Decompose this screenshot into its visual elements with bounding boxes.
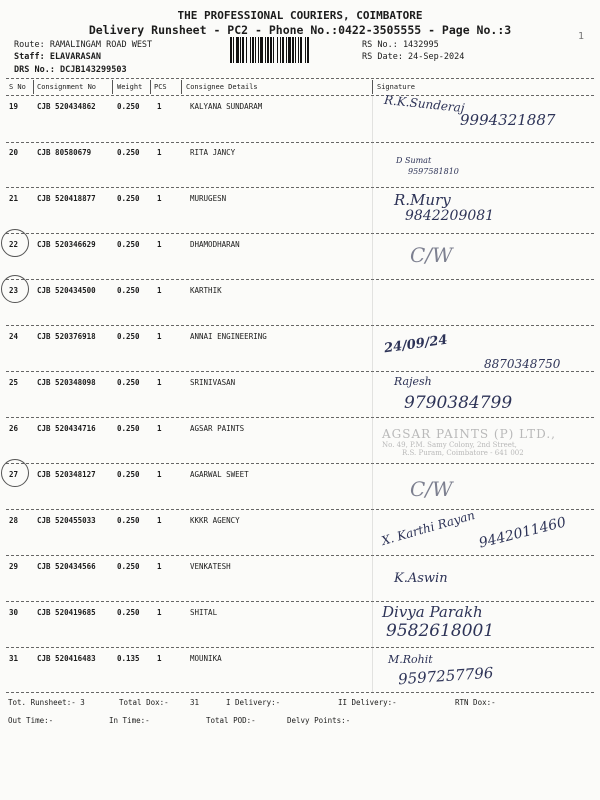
table-row xyxy=(0,507,600,557)
row-pcs: 1 xyxy=(157,148,162,157)
row-consignment: CJB 520434716 xyxy=(37,424,96,433)
row-consignment: CJB 520346629 xyxy=(37,240,96,249)
row-weight: 0.250 xyxy=(117,562,140,571)
row-separator xyxy=(6,647,594,648)
rtn-dox: RTN Dox:- xyxy=(455,698,496,707)
row-weight: 0.250 xyxy=(117,102,140,111)
signature-handwriting: Divya Parakh xyxy=(382,603,483,621)
row-separator xyxy=(6,509,594,510)
signature-phone: 9582618001 xyxy=(386,621,495,641)
row-consignee: ANNAI ENGINEERING xyxy=(190,332,267,341)
signature-handwriting: R.K.Sunderaj xyxy=(383,92,466,116)
row-consignment: CJB 520455033 xyxy=(37,516,96,525)
row-weight: 0.250 xyxy=(117,148,140,157)
company-title: THE PROFESSIONAL COURIERS, COIMBATORE xyxy=(177,9,423,22)
row-consignee: MURUGESN xyxy=(190,194,227,203)
total-pod: Total POD:- xyxy=(206,716,256,725)
signature-handwriting: R.Mury xyxy=(394,191,451,209)
row-pcs: 1 xyxy=(157,240,162,249)
row-weight: 0.250 xyxy=(117,378,140,387)
signature-handwriting: 24/09/24 xyxy=(383,332,449,357)
header-top-rule xyxy=(6,78,594,79)
row-weight: 0.250 xyxy=(117,516,140,525)
signature-handwriting: M.Rohit xyxy=(388,653,433,666)
in-time: In Time:- xyxy=(109,716,150,725)
signature-handwriting: X. Karthi Rayan xyxy=(379,507,477,549)
runsheet-title: Delivery Runsheet - PC2 - Phone No.:0422-3505555 - Page No.:3 xyxy=(88,23,512,37)
row-pcs: 1 xyxy=(157,286,162,295)
col-sno: S No xyxy=(9,83,26,91)
row-consignment: CJB 520348127 xyxy=(37,470,96,479)
col-consignment: Consignment No xyxy=(37,83,97,91)
table-row xyxy=(0,649,600,695)
row-consignee: VENKATESH xyxy=(190,562,231,571)
row-consignee: KALYANA SUNDARAM xyxy=(190,102,263,111)
row-pcs: 1 xyxy=(157,194,162,203)
table-row xyxy=(0,92,600,143)
tot-runsheet: Tot. Runsheet:- 3 xyxy=(8,698,85,707)
signature-handwriting: Rajesh xyxy=(394,375,432,388)
signature-phone: 9597581810 xyxy=(408,167,459,176)
row-pcs: 1 xyxy=(157,378,162,387)
table-row xyxy=(0,603,600,649)
corner-mark: 1 xyxy=(578,31,585,42)
stamp-line-1: AGSAR PAINTS (P) LTD., xyxy=(382,427,556,441)
barcode xyxy=(230,37,356,63)
table-row xyxy=(0,465,600,511)
row-consignment: CJB 520418877 xyxy=(37,194,96,203)
col-divider xyxy=(33,80,34,94)
col-divider xyxy=(372,80,373,94)
col-consignee: Consignee Details xyxy=(186,83,258,91)
signature-phone: 9442011460 xyxy=(477,514,568,552)
row-consignment: CJB 520416483 xyxy=(37,654,96,663)
row-pcs: 1 xyxy=(157,102,162,111)
row-sno: 29 xyxy=(9,562,19,571)
row-separator xyxy=(6,692,594,693)
row-sno: 20 xyxy=(9,148,19,157)
row-separator xyxy=(6,463,594,464)
row-weight: 0.250 xyxy=(117,332,140,341)
signature-phone: 8870348750 xyxy=(484,357,561,371)
stamp-line-3: R.S. Puram, Coimbatore - 641 002 xyxy=(402,449,524,457)
company-stamp xyxy=(382,427,556,457)
row-sno: 25 xyxy=(9,378,19,387)
row-sno: 28 xyxy=(9,516,19,525)
signature-handwriting: K.Aswin xyxy=(394,571,448,586)
row-pcs: 1 xyxy=(157,654,162,663)
row-pcs: 1 xyxy=(157,332,162,341)
row-pcs: 1 xyxy=(157,562,162,571)
signature-column-line xyxy=(372,96,373,692)
signature-handwriting: D Sumat xyxy=(396,156,432,165)
row-separator xyxy=(6,187,594,188)
row-separator xyxy=(6,371,594,372)
row-separator xyxy=(6,279,594,280)
row-consignment: CJB 520348098 xyxy=(37,378,96,387)
row-consignment: CJB 80580679 xyxy=(37,148,92,157)
signature-phone: 9597257796 xyxy=(397,663,494,689)
rs-date: RS Date: 24-Sep-2024 xyxy=(362,52,465,62)
table-row xyxy=(0,235,600,281)
row-consignment: CJB 520376918 xyxy=(37,332,96,341)
table-row xyxy=(0,189,600,235)
row-pcs: 1 xyxy=(157,470,162,479)
row-consignment: CJB 520434862 xyxy=(37,102,96,111)
row-consignee: AGSAR PAINTS xyxy=(190,424,245,433)
row-consignee: DHAMODHARAN xyxy=(190,240,240,249)
signature-handwriting: C/W xyxy=(410,477,453,501)
signature-phone: 9790384799 xyxy=(404,393,513,413)
row-sno: 30 xyxy=(9,608,19,617)
row-weight: 0.250 xyxy=(117,608,140,617)
row-separator xyxy=(6,601,594,602)
row-consignee: KKKR AGENCY xyxy=(190,516,240,525)
row-weight: 0.135 xyxy=(117,654,140,663)
rs-number: RS No.: 1432995 xyxy=(362,40,439,50)
col-pcs: PCS xyxy=(154,83,167,91)
stamp-line-2: No. 49, P.M. Samy Colony, 2nd Street, xyxy=(382,441,517,449)
route-label: Route: RAMALINGAM ROAD WEST xyxy=(14,40,153,50)
row-consignment: CJB 520434566 xyxy=(37,562,96,571)
col-divider xyxy=(150,80,151,94)
barcode-bar xyxy=(309,37,310,63)
row-weight: 0.250 xyxy=(117,424,140,433)
row-sno: 24 xyxy=(9,332,19,341)
row-sno: 27 xyxy=(9,470,19,479)
col-divider xyxy=(112,80,113,94)
table-row xyxy=(0,373,600,419)
row-weight: 0.250 xyxy=(117,240,140,249)
signature-handwriting: C/W xyxy=(410,243,453,267)
row-consignment: CJB 520419685 xyxy=(37,608,96,617)
row-sno: 19 xyxy=(9,102,19,111)
row-consignee: KARTHIK xyxy=(190,286,222,295)
col-weight: Weight xyxy=(117,83,143,91)
total-dox-label: Total Dox:- xyxy=(119,698,169,707)
staff-label: Staff: ELAVARASAN xyxy=(14,52,101,62)
row-separator xyxy=(6,233,594,234)
row-pcs: 1 xyxy=(157,608,162,617)
signature-phone: 9842209081 xyxy=(405,208,495,224)
row-separator xyxy=(6,555,594,556)
row-sno: 22 xyxy=(9,240,19,249)
row-pcs: 1 xyxy=(157,516,162,525)
row-consignee: SHITAL xyxy=(190,608,218,617)
row-consignment: CJB 520434500 xyxy=(37,286,96,295)
drs-number: DRS No.: DCJB143299503 xyxy=(14,65,127,75)
table-row xyxy=(0,281,600,327)
row-weight: 0.250 xyxy=(117,286,140,295)
i-delivery: I Delivery:- xyxy=(226,698,281,707)
row-weight: 0.250 xyxy=(117,194,140,203)
row-consignee: MOUNIKA xyxy=(190,654,222,663)
row-sno: 21 xyxy=(9,194,19,203)
signature-phone: 9994321887 xyxy=(460,111,556,129)
row-separator xyxy=(6,325,594,326)
row-consignee: AGARWAL SWEET xyxy=(190,470,249,479)
table-row xyxy=(0,327,600,373)
out-time: Out Time:- xyxy=(8,716,54,725)
row-pcs: 1 xyxy=(157,424,162,433)
delvy-points: Delvy Points:- xyxy=(287,716,351,725)
row-sno: 23 xyxy=(9,286,19,295)
col-signature: Signature xyxy=(377,83,415,91)
row-weight: 0.250 xyxy=(117,470,140,479)
row-sno: 31 xyxy=(9,654,19,663)
row-consignee: SRINIVASAN xyxy=(190,378,236,387)
row-sno: 26 xyxy=(9,424,19,433)
row-consignee: RITA JANCY xyxy=(190,148,236,157)
header-bottom-rule xyxy=(6,95,594,96)
ii-delivery: II Delivery:- xyxy=(338,698,397,707)
table-row xyxy=(0,557,600,603)
total-dox-value: 31 xyxy=(190,698,200,707)
row-separator xyxy=(6,417,594,418)
col-divider xyxy=(181,80,182,94)
table-row xyxy=(0,143,600,189)
